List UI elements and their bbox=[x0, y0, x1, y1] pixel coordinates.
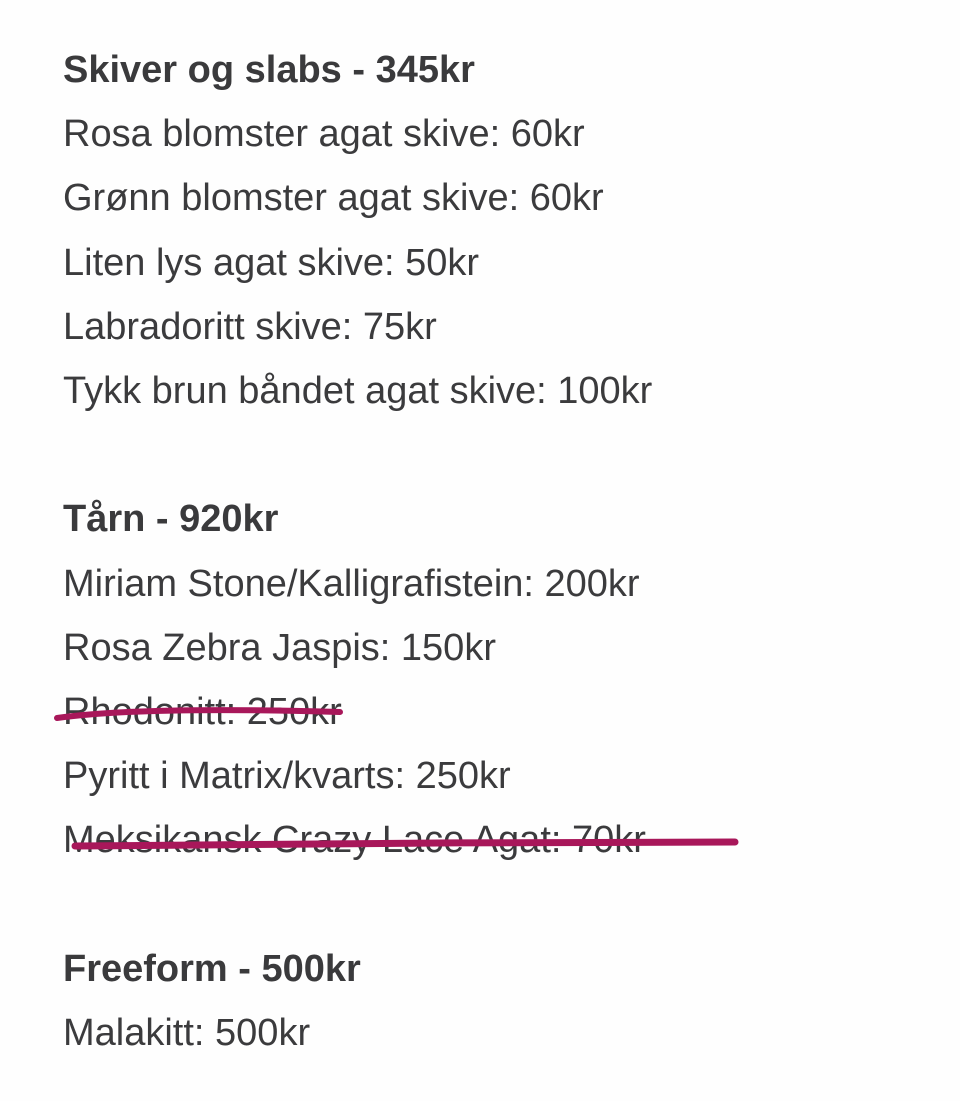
list-item: Liten lys agat skive: 50kr bbox=[63, 241, 480, 284]
blank-line bbox=[63, 423, 943, 487]
note-body[interactable] bbox=[63, 38, 943, 1065]
list-item: Tykk brun båndet agat skive: 100kr bbox=[63, 369, 653, 412]
struck-item-text: Rhodonitt: 250kr bbox=[63, 690, 342, 733]
struck-text-wrap bbox=[63, 808, 646, 872]
list-item-struck bbox=[63, 808, 943, 872]
list-item-struck bbox=[63, 680, 943, 744]
list-item: Pyritt i Matrix/kvarts: 250kr bbox=[63, 755, 511, 798]
section-heading-freeform: Freeform - 500kr bbox=[63, 947, 361, 990]
list-item: Rosa Zebra Jaspis: 150kr bbox=[63, 626, 496, 669]
list-item: Miriam Stone/Kalligrafistein: 200kr bbox=[63, 562, 640, 605]
list-item: Malakitt: 500kr bbox=[63, 1011, 311, 1054]
section-heading-tarn: Tårn - 920kr bbox=[63, 498, 279, 541]
list-item: Labradoritt skive: 75kr bbox=[63, 305, 437, 348]
list-item: Grønn blomster agat skive: 60kr bbox=[63, 177, 604, 220]
blank-line bbox=[63, 872, 943, 936]
section-heading-skiver: Skiver og slabs - 345kr bbox=[63, 49, 475, 91]
struck-text-wrap bbox=[63, 680, 342, 744]
list-item: Rosa blomster agat skive: 60kr bbox=[63, 113, 585, 156]
struck-item-text: Meksikansk Crazy Lace Agat: 70kr bbox=[63, 819, 646, 862]
